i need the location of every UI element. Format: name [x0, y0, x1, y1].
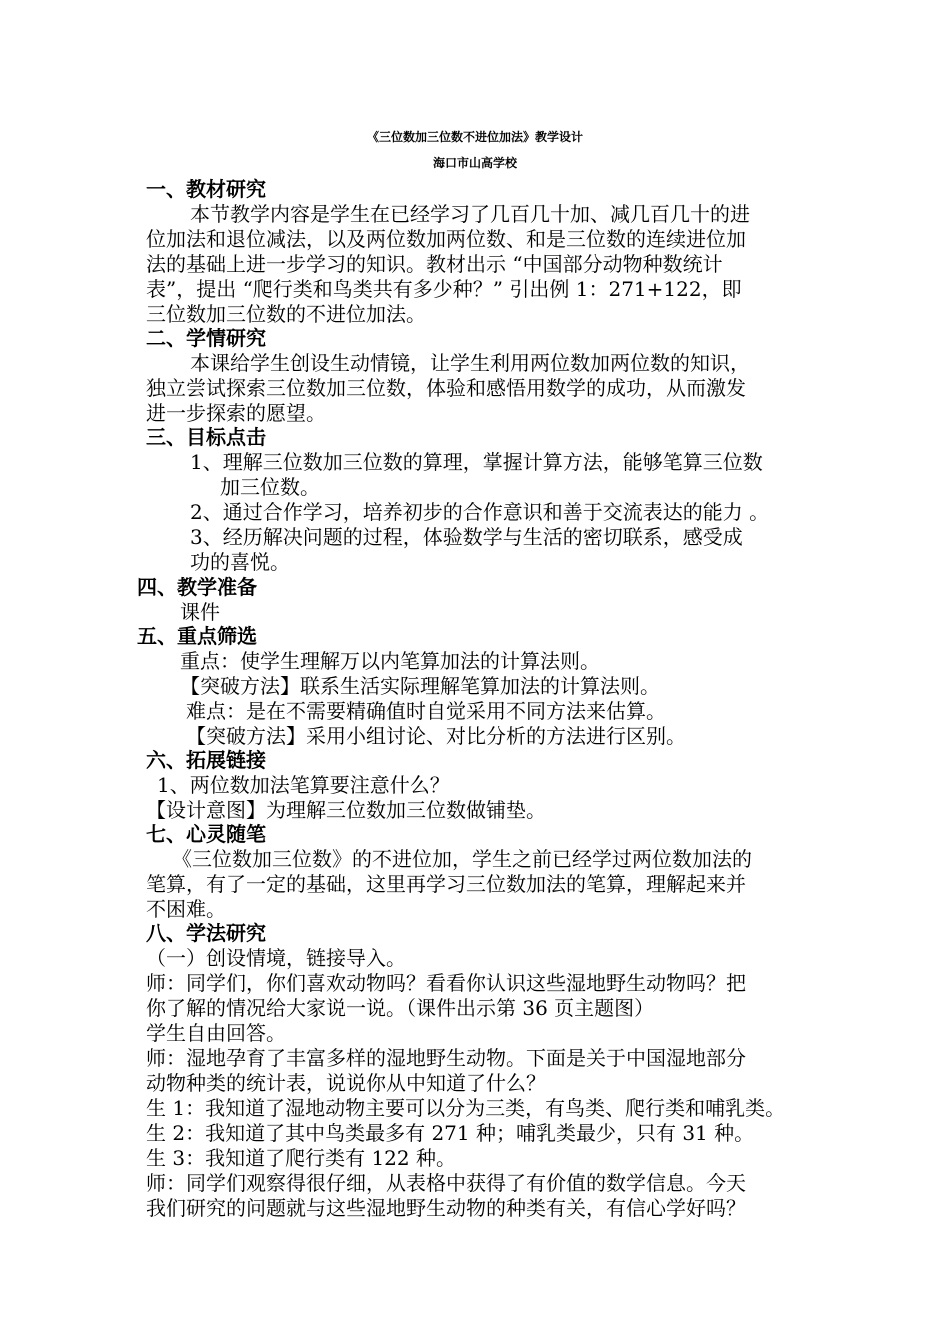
paragraph-line: 【设计意图】为理解三位数加三位数做铺垫。: [146, 798, 546, 822]
paragraph-line: 1、两位数加法笔算要注意什么？: [157, 773, 450, 797]
section-heading-7: 七、心灵随笔: [146, 822, 266, 846]
paragraph-line: 不困难。: [146, 897, 226, 921]
section-heading-5: 五、重点筛选: [137, 624, 257, 648]
paragraph-line: 师：同学们，你们喜欢动物吗？看看你认识这些湿地野生动物吗？把: [146, 971, 746, 995]
section-heading-4: 四、教学准备: [137, 575, 257, 599]
section-heading-8: 八、学法研究: [146, 921, 266, 945]
paragraph-line: 进一步探索的愿望。: [146, 401, 326, 425]
paragraph-line: 三位数加三位数的不进位加法。: [146, 302, 426, 326]
paragraph-line: 笔算，有了一定的基础，这里再学习三位数加法的笔算，理解起来并: [146, 872, 746, 896]
paragraph-line: 课件: [180, 600, 220, 624]
paragraph-line: 独立尝试探索三位数加三位数，体验和感悟用数学的成功，从而激发: [146, 376, 746, 400]
paragraph-line: 生 3：我知道了爬行类有 122 种。: [146, 1146, 456, 1170]
list-item: 3、经历解决问题的过程，体验数学与生活的密切联系，感受成: [190, 525, 743, 549]
section-heading-2: 二、学情研究: [146, 326, 266, 350]
paragraph-line: （一）创设情境，链接导入。: [146, 946, 406, 970]
paragraph-line: 重点：使学生理解万以内笔算加法的计算法则。: [180, 649, 600, 673]
paragraph-line: 师：湿地孕育了丰富多样的湿地野生动物。下面是关于中国湿地部分: [146, 1046, 746, 1070]
paragraph-line: 难点：是在不需要精确值时自觉采用不同方法来估算。: [186, 699, 666, 723]
paragraph-line: 《三位数加三位数》的不进位加，学生之前已经学过两位数加法的: [172, 847, 752, 871]
paragraph-line: 你了解的情况给大家说一说。（课件出示第 36 页主题图）: [146, 996, 655, 1020]
paragraph-line: 本课给学生创设生动情镜，让学生利用两位数加两位数的知识，: [190, 351, 750, 375]
paragraph-line: 【突破方法】联系生活实际理解笔算加法的计算法则。: [180, 674, 660, 698]
paragraph-line: 动物种类的统计表，说说你从中知道了什么？: [146, 1071, 546, 1095]
list-item-continued: 加三位数。: [220, 475, 320, 499]
section-heading-6: 六、拓展链接: [146, 748, 266, 772]
paragraph-line: 表”，提出 “爬行类和鸟类共有多少种？” 引出例 1：271+122，即: [146, 277, 742, 301]
paragraph-line: 生 1：我知道了湿地动物主要可以分为三类，有鸟类、爬行类和哺乳类。: [146, 1096, 786, 1120]
paragraph-line: 【突破方法】采用小组讨论、对比分析的方法进行区别。: [186, 724, 686, 748]
section-heading-3: 三、目标点击: [146, 425, 266, 449]
paragraph-line: 本节教学内容是学生在已经学习了几百几十加、减几百几十的进: [190, 202, 750, 226]
paragraph-line: 位加法和退位减法，以及两位数加两位数、和是三位数的连续进位加: [146, 227, 746, 251]
list-item-continued: 功的喜悦。: [190, 550, 290, 574]
paragraph-line: 学生自由回答。: [146, 1021, 286, 1045]
school-name: 海口市山高学校: [432, 156, 517, 170]
list-item: 1、理解三位数加三位数的算理，掌握计算方法，能够笔算三位数: [190, 450, 763, 474]
document-title: 《三位数加三位数不进位加法》教学设计: [366, 130, 583, 144]
paragraph-line: 法的基础上进一步学习的知识。教材出示 “中国部分动物种数统计: [146, 252, 723, 276]
paragraph-line: 师：同学们观察得很仔细，从表格中获得了有价值的数学信息。今天: [146, 1171, 746, 1195]
list-item: 2、通过合作学习，培养初步的合作意识和善于交流表达的能力 。: [190, 500, 770, 524]
paragraph-line: 我们研究的问题就与这些湿地野生动物的种类有关，有信心学好吗？: [146, 1196, 746, 1220]
paragraph-line: 生 2：我知道了其中鸟类最多有 271 种；哺乳类最少，只有 31 种。: [146, 1121, 755, 1145]
section-heading-1: 一、教材研究: [146, 177, 266, 201]
